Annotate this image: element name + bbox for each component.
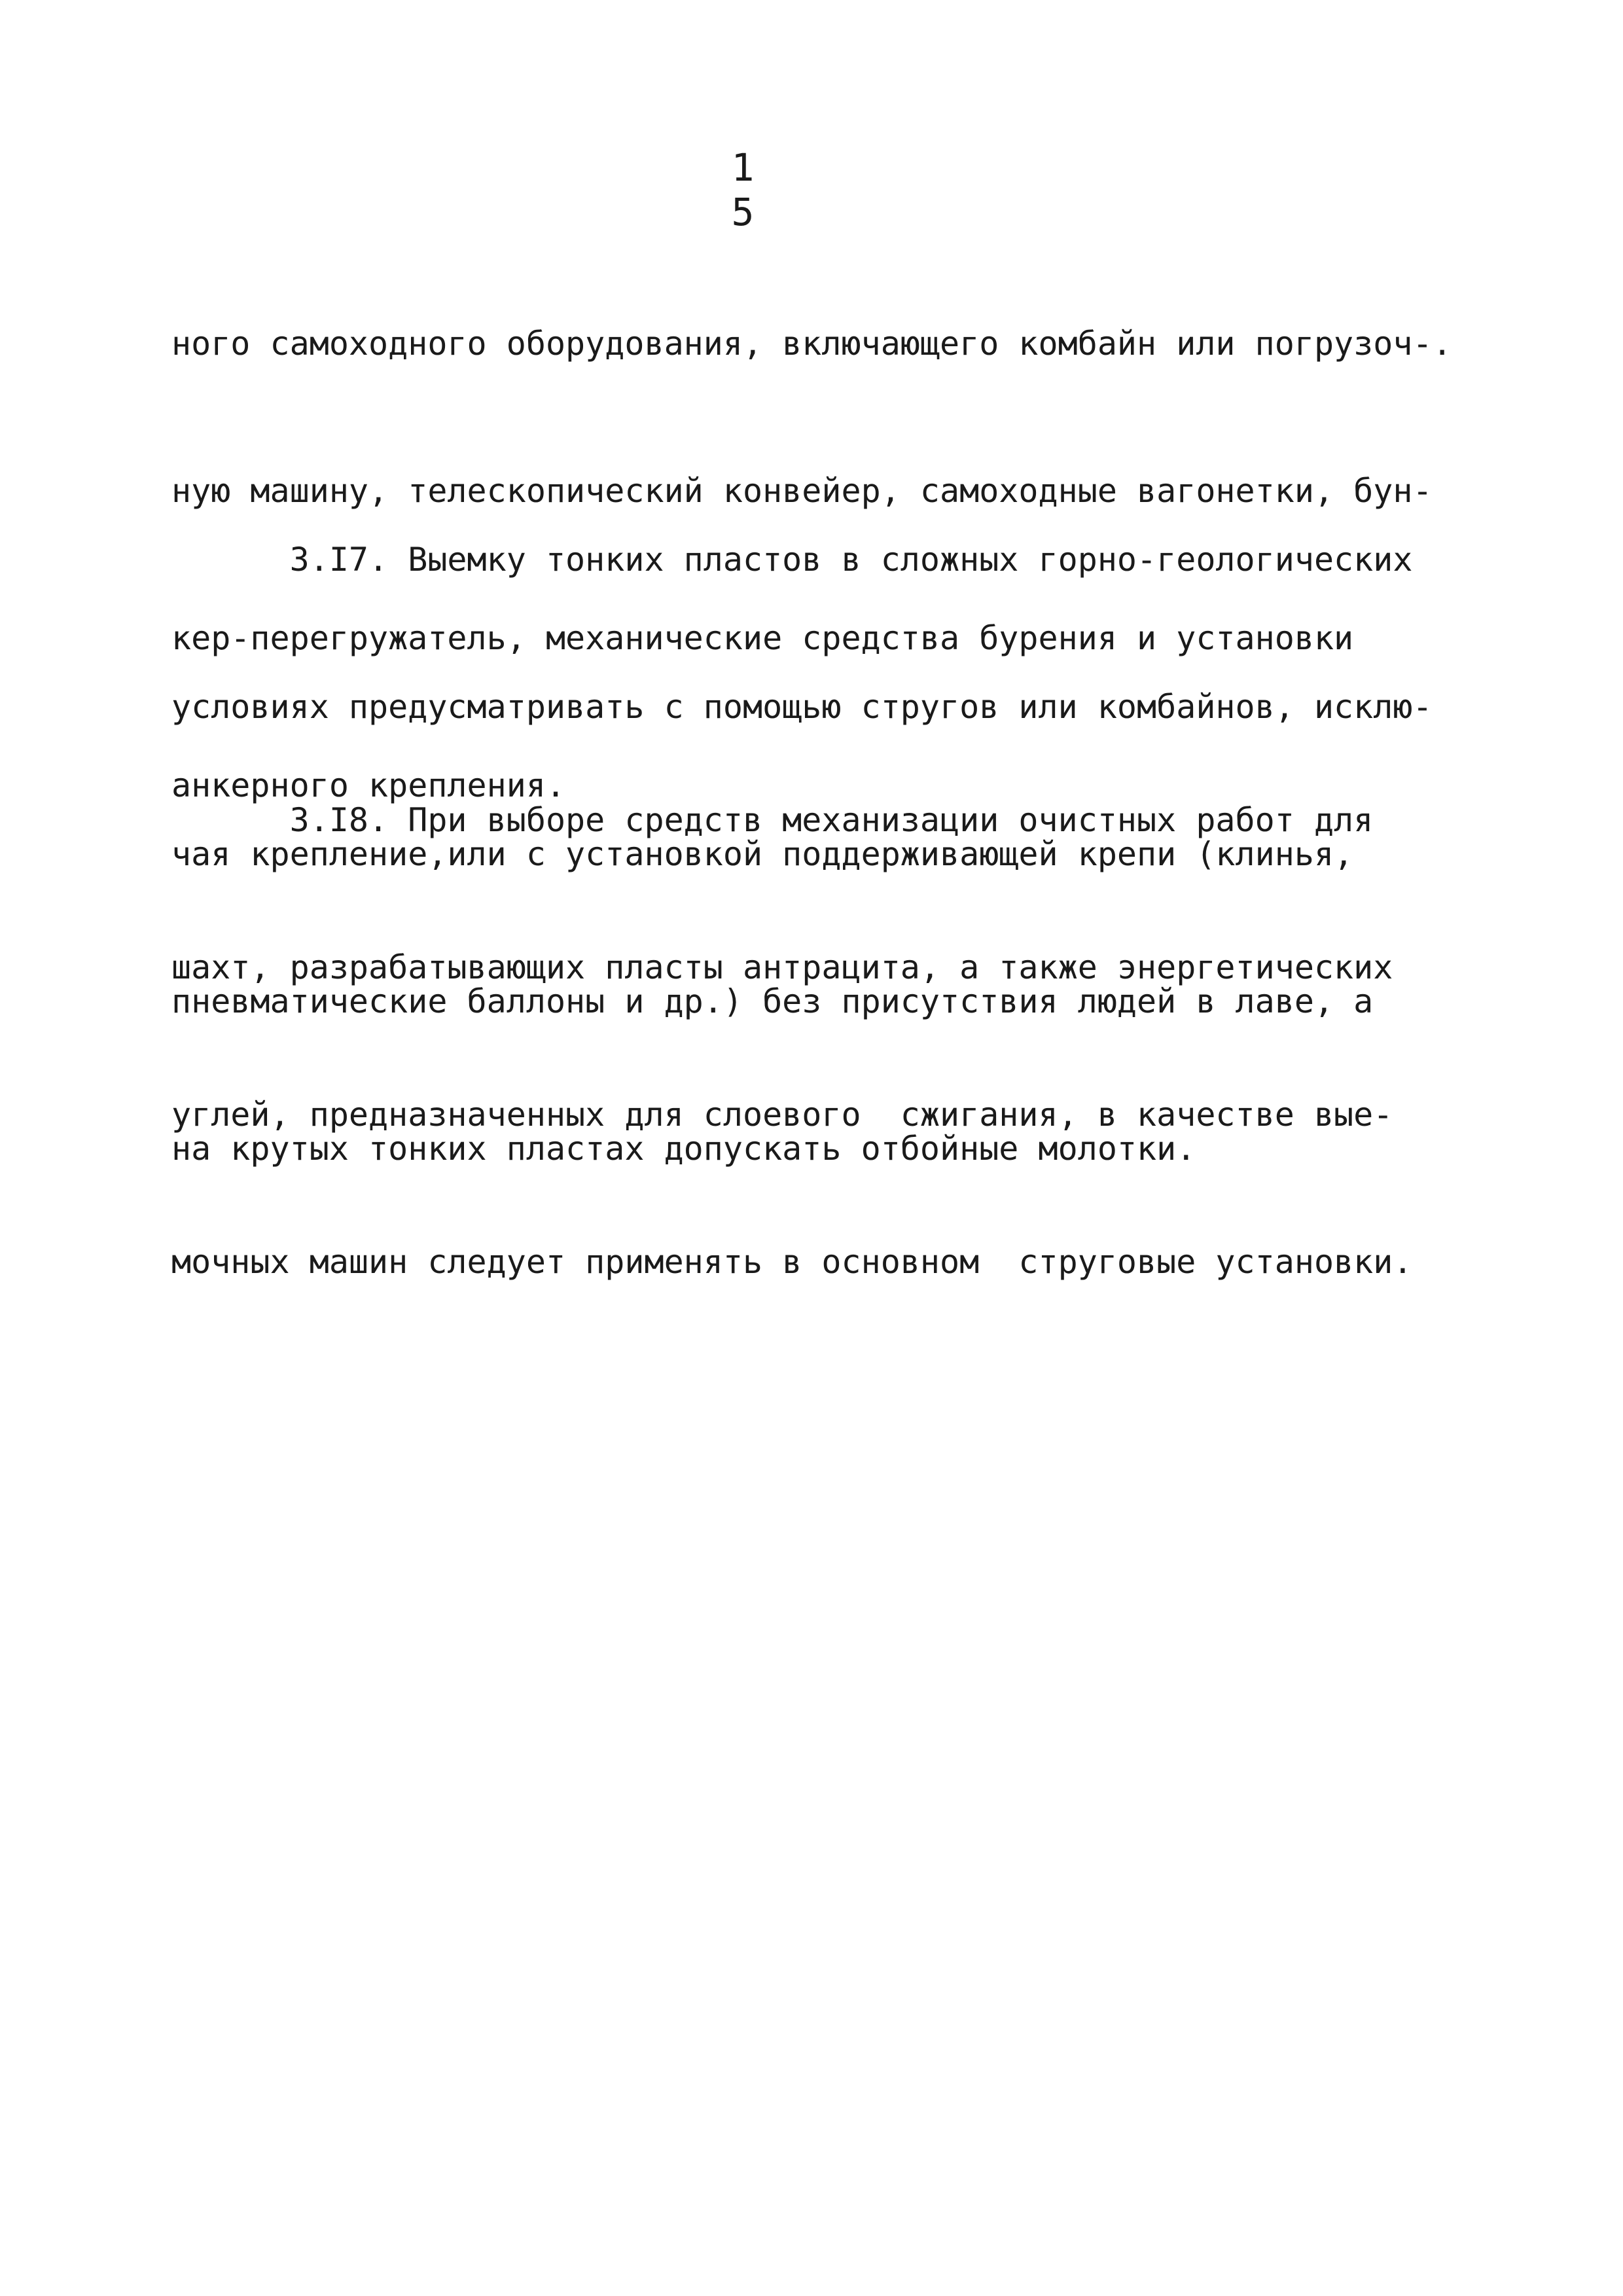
text-line: чая крепление,или с установкой поддерживающей крепи (клинья, xyxy=(171,835,1354,873)
text-line: мочных машин следует применять в основном струговые установки. xyxy=(171,1243,1413,1281)
text-line: углей, предназначенных для слоевого сжигания, в качестве вые- xyxy=(171,1096,1393,1134)
text-line: ную машину, телескопический конвейер, самоходные вагонетки, бун- xyxy=(171,472,1433,510)
text-line: ного самоходного оборудования, включающего комбайн или погрузоч-. xyxy=(171,325,1452,363)
text-line: пневматические баллоны и др.) без присутствия людей в лаве, а xyxy=(171,982,1374,1020)
text-line: кер-перегружатель, механические средства бурения и установки xyxy=(171,619,1354,657)
page-number: 1 5 xyxy=(731,145,761,234)
text-line: 3.I7. Выемку тонких пластов в сложных горно-геологических xyxy=(171,541,1413,579)
text-line: на крутых тонких пластах допускать отбойные молотки. xyxy=(171,1130,1196,1168)
text-line: шахт, разрабатывающих пласты антрацита, а также энергетических xyxy=(171,948,1393,986)
text-line: 3.I8. При выборе средств механизации очистных работ для xyxy=(171,801,1374,839)
paragraph-3-18 xyxy=(171,698,1467,1336)
text-line: анкерного крепления. xyxy=(171,766,566,804)
text-line: условиях предусматривать с помощью стругов или комбайнов, исклю- xyxy=(171,688,1433,726)
